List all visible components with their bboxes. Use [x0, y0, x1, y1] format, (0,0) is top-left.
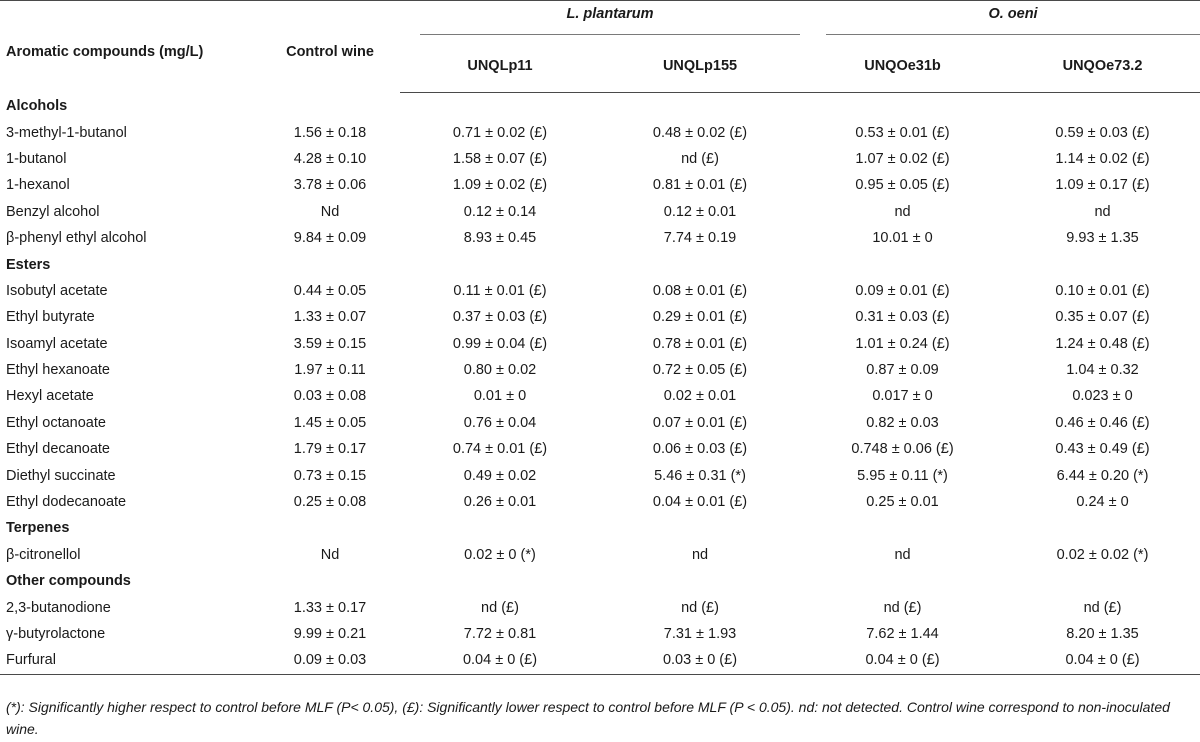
- value-cell: 0.09 ± 0.03: [260, 647, 400, 674]
- header-control-wine: Control wine: [260, 1, 400, 93]
- value-cell: 0.02 ± 0.02 (*): [1056, 546, 1149, 563]
- value-cell: 0.12 ± 0.14: [463, 203, 537, 220]
- value-cell: 0.71 ± 0.02 (£): [452, 124, 548, 141]
- value-cell: 1.97 ± 0.11: [294, 362, 366, 379]
- table-header: [0, 1, 1200, 93]
- value-cell: 1.33 ± 0.07: [293, 309, 367, 326]
- value-cell: 4.28 ± 0.10: [293, 150, 367, 167]
- value-cell: 1.09 ± 0.02 (£): [452, 177, 548, 194]
- compound-name: Ethyl octanoate: [6, 414, 106, 431]
- value-cell: 1.09 ± 0.17 (£): [1055, 177, 1150, 194]
- value-cell: 1.01 ± 0.24 (£): [855, 335, 950, 352]
- table-row: [0, 489, 1200, 515]
- empty-cell: [400, 93, 600, 120]
- empty-cell: [600, 93, 800, 120]
- value-cell: 0.25 ± 0.08: [293, 494, 367, 511]
- value-cell: 0.53 ± 0.01 (£): [855, 124, 950, 141]
- value-cell: 7.62 ± 1.44: [866, 626, 939, 642]
- section-title: Alcohols: [6, 97, 68, 114]
- value-cell: 0.04 ± 0 (£): [1005, 647, 1200, 674]
- value-cell: 1.07 ± 0.02 (£): [855, 150, 950, 167]
- compound-name: Diethyl succinate: [6, 467, 116, 484]
- value-cell: 0.25 ± 0.01: [866, 494, 939, 511]
- empty-cell: [260, 515, 400, 541]
- empty-cell: [800, 93, 1005, 120]
- compound-name: 2,3-butanodione: [6, 599, 111, 616]
- header-compounds: Aromatic compounds (mg/L): [0, 1, 260, 93]
- empty-cell: [1005, 568, 1200, 594]
- value-cell: 0.82 ± 0.03: [866, 414, 939, 431]
- compound-name: 1-hexanol: [6, 177, 70, 194]
- empty-cell: [260, 93, 400, 120]
- value-cell: 0.44 ± 0.05: [293, 282, 367, 299]
- value-cell: 0.09 ± 0.01 (£): [855, 282, 950, 299]
- empty-cell: [1005, 515, 1200, 541]
- empty-cell: [800, 251, 1005, 277]
- header-row-1: [0, 1, 1200, 40]
- value-cell: 0.95 ± 0.05 (£): [855, 177, 950, 194]
- compound-name: 3-methyl-1-butanol: [6, 124, 127, 141]
- table-row: [0, 278, 1200, 304]
- compound-name: Ethyl dodecanoate: [6, 494, 127, 511]
- value-cell: nd (£): [681, 150, 719, 167]
- value-cell: 1.79 ± 0.17: [293, 441, 367, 458]
- empty-cell: [600, 515, 800, 541]
- value-cell: 0.01 ± 0: [473, 388, 527, 405]
- table-row: [0, 410, 1200, 436]
- table-row: [0, 436, 1200, 462]
- value-cell: 0.017 ± 0: [872, 388, 933, 405]
- value-cell: 0.04 ± 0.01 (£): [652, 494, 748, 511]
- value-cell: nd: [894, 546, 911, 563]
- section-row: [0, 568, 1200, 594]
- value-cell: 0.04 ± 0 (£): [800, 647, 1005, 674]
- group-o-oeni-label: O. oeni: [826, 6, 1200, 35]
- group-l-plantarum-label: L. plantarum: [420, 6, 800, 35]
- table-row: [0, 331, 1200, 357]
- table-body: [0, 93, 1200, 675]
- table-row: [0, 172, 1200, 198]
- section-title: Terpenes: [6, 520, 70, 537]
- section-row: [0, 515, 1200, 541]
- value-cell: 0.11 ± 0.01 (£): [453, 282, 547, 299]
- compound-name: β-citronellol: [6, 546, 81, 563]
- value-cell: 0.06 ± 0.03 (£): [652, 441, 748, 458]
- compound-name: Ethyl decanoate: [6, 441, 110, 458]
- value-cell: 0.35 ± 0.07 (£): [1055, 309, 1150, 326]
- value-cell: 0.24 ± 0: [1076, 494, 1129, 511]
- value-cell: 0.08 ± 0.01 (£): [652, 282, 748, 299]
- compound-name: β-phenyl ethyl alcohol: [6, 230, 147, 247]
- value-cell: 1.24 ± 0.48 (£): [1055, 335, 1150, 352]
- value-cell: 1.14 ± 0.02 (£): [1055, 150, 1150, 167]
- table-footnote: (*): Significantly higher respect to control before MLF (P< 0.05), (£): Significantly lower respect to control before MLF (P < 0.05). nd: not detected. Control wine correspond to non-inoculated wine.: [6, 699, 1170, 737]
- value-cell: 8.93 ± 0.45: [463, 230, 537, 247]
- value-cell: 0.10 ± 0.01 (£): [1055, 282, 1150, 299]
- compound-name: Hexyl acetate: [6, 388, 94, 405]
- value-cell: 0.37 ± 0.03 (£): [452, 309, 548, 326]
- section-row: [0, 93, 1200, 120]
- value-cell: 7.74 ± 0.19: [663, 230, 737, 247]
- table-row: [0, 462, 1200, 488]
- empty-cell: [800, 515, 1005, 541]
- value-cell: 0.74 ± 0.01 (£): [452, 441, 548, 458]
- value-cell: 0.04 ± 0 (£): [400, 647, 600, 674]
- value-cell: 0.29 ± 0.01 (£): [652, 309, 748, 326]
- compound-name: Furfural: [0, 647, 260, 674]
- value-cell: 5.46 ± 0.31 (*): [654, 467, 746, 484]
- value-cell: nd (£): [1083, 599, 1122, 616]
- empty-cell: [600, 251, 800, 277]
- value-cell: 9.93 ± 1.35: [1066, 230, 1139, 247]
- value-cell: 6.44 ± 0.20 (*): [1056, 467, 1149, 484]
- empty-cell: [400, 515, 600, 541]
- value-cell: 0.26 ± 0.01: [463, 494, 537, 511]
- section-title: Esters: [6, 256, 51, 273]
- empty-cell: [260, 251, 400, 277]
- header-strain: UNQOe31b: [800, 39, 1005, 93]
- value-cell: 0.03 ± 0 (£): [600, 647, 800, 674]
- compound-name: Ethyl hexanoate: [6, 362, 110, 379]
- value-cell: 0.31 ± 0.03 (£): [855, 309, 950, 326]
- table-row: [0, 542, 1200, 568]
- table-row: [0, 199, 1200, 225]
- compound-name: Ethyl butyrate: [6, 309, 95, 326]
- value-cell: 0.02 ± 0.01: [663, 388, 737, 405]
- value-cell: 0.46 ± 0.46 (£): [1055, 414, 1150, 431]
- table-row: [0, 357, 1200, 383]
- value-cell: 0.43 ± 0.49 (£): [1055, 441, 1150, 458]
- value-cell: 9.99 ± 0.21: [293, 626, 367, 642]
- empty-cell: [400, 568, 600, 594]
- compound-name: Isobutyl acetate: [6, 282, 108, 299]
- header-strain: UNQLp11: [400, 39, 600, 93]
- value-cell: 1.56 ± 0.18: [293, 124, 367, 141]
- value-cell: 1.33 ± 0.17: [293, 599, 367, 616]
- value-cell: 0.12 ± 0.01: [663, 203, 737, 220]
- value-cell: nd: [894, 203, 911, 220]
- header-group-l-plantarum: [400, 1, 800, 40]
- compound-name: Isoamyl acetate: [6, 335, 108, 352]
- table-row: [0, 304, 1200, 330]
- empty-cell: [260, 568, 400, 594]
- value-cell: 0.48 ± 0.02 (£): [652, 124, 748, 141]
- value-cell: 7.31 ± 1.93: [663, 626, 737, 642]
- value-cell: 0.748 ± 0.06 (£): [851, 441, 954, 458]
- compound-name: γ-butyrolactone: [6, 626, 106, 642]
- value-cell: 10.01 ± 0: [872, 230, 933, 247]
- table-row: [0, 594, 1200, 620]
- value-cell: Nd: [320, 203, 340, 220]
- value-cell: 0.59 ± 0.03 (£): [1055, 124, 1150, 141]
- table-row: [0, 647, 1200, 674]
- value-cell: 3.59 ± 0.15: [293, 335, 367, 352]
- empty-cell: [600, 568, 800, 594]
- empty-cell: [800, 568, 1005, 594]
- value-cell: 9.84 ± 0.09: [293, 230, 367, 247]
- value-cell: nd (£): [883, 599, 922, 616]
- value-cell: 3.78 ± 0.06: [293, 177, 367, 194]
- table-row: [0, 621, 1200, 647]
- table-row: [0, 383, 1200, 409]
- table-row: [0, 119, 1200, 145]
- value-cell: 1.58 ± 0.07 (£): [452, 150, 548, 167]
- header-strain: UNQOe73.2: [1005, 39, 1200, 93]
- value-cell: 0.76 ± 0.04: [463, 414, 537, 431]
- value-cell: 0.99 ± 0.04 (£): [452, 335, 548, 352]
- compound-name: Benzyl alcohol: [6, 203, 100, 220]
- table-row: [0, 225, 1200, 251]
- value-cell: 1.04 ± 0.32: [1066, 362, 1139, 379]
- header-group-o-oeni: [800, 1, 1200, 40]
- value-cell: Nd: [320, 546, 340, 563]
- section-title: Other compounds: [6, 573, 131, 590]
- empty-cell: [1005, 93, 1200, 120]
- value-cell: 0.81 ± 0.01 (£): [652, 177, 748, 194]
- value-cell: 8.20 ± 1.35: [1066, 626, 1139, 642]
- empty-cell: [400, 251, 600, 277]
- value-cell: 7.72 ± 0.81: [463, 626, 537, 642]
- value-cell: 0.73 ± 0.15: [293, 467, 367, 484]
- value-cell: 0.49 ± 0.02: [463, 467, 537, 484]
- value-cell: 0.80 ± 0.02: [463, 362, 537, 379]
- value-cell: 0.78 ± 0.01 (£): [652, 335, 748, 352]
- value-cell: nd: [691, 546, 709, 563]
- value-cell: nd (£): [481, 599, 519, 616]
- value-cell: 0.023 ± 0: [1072, 388, 1133, 405]
- value-cell: 5.95 ± 0.11 (*): [857, 467, 948, 484]
- value-cell: 0.03 ± 0.08: [293, 388, 367, 405]
- value-cell: nd (£): [681, 599, 719, 616]
- value-cell: 0.02 ± 0 (*): [464, 546, 536, 563]
- compound-name: 1-butanol: [6, 150, 67, 167]
- value-cell: 0.07 ± 0.01 (£): [652, 414, 748, 431]
- section-row: [0, 251, 1200, 277]
- empty-cell: [1005, 251, 1200, 277]
- value-cell: 1.45 ± 0.05: [293, 414, 367, 431]
- header-strain: UNQLp155: [600, 39, 800, 93]
- table-row: [0, 146, 1200, 172]
- value-cell: 0.87 ± 0.09: [866, 362, 939, 379]
- value-cell: nd: [1094, 203, 1111, 220]
- value-cell: 0.72 ± 0.05 (£): [652, 362, 748, 379]
